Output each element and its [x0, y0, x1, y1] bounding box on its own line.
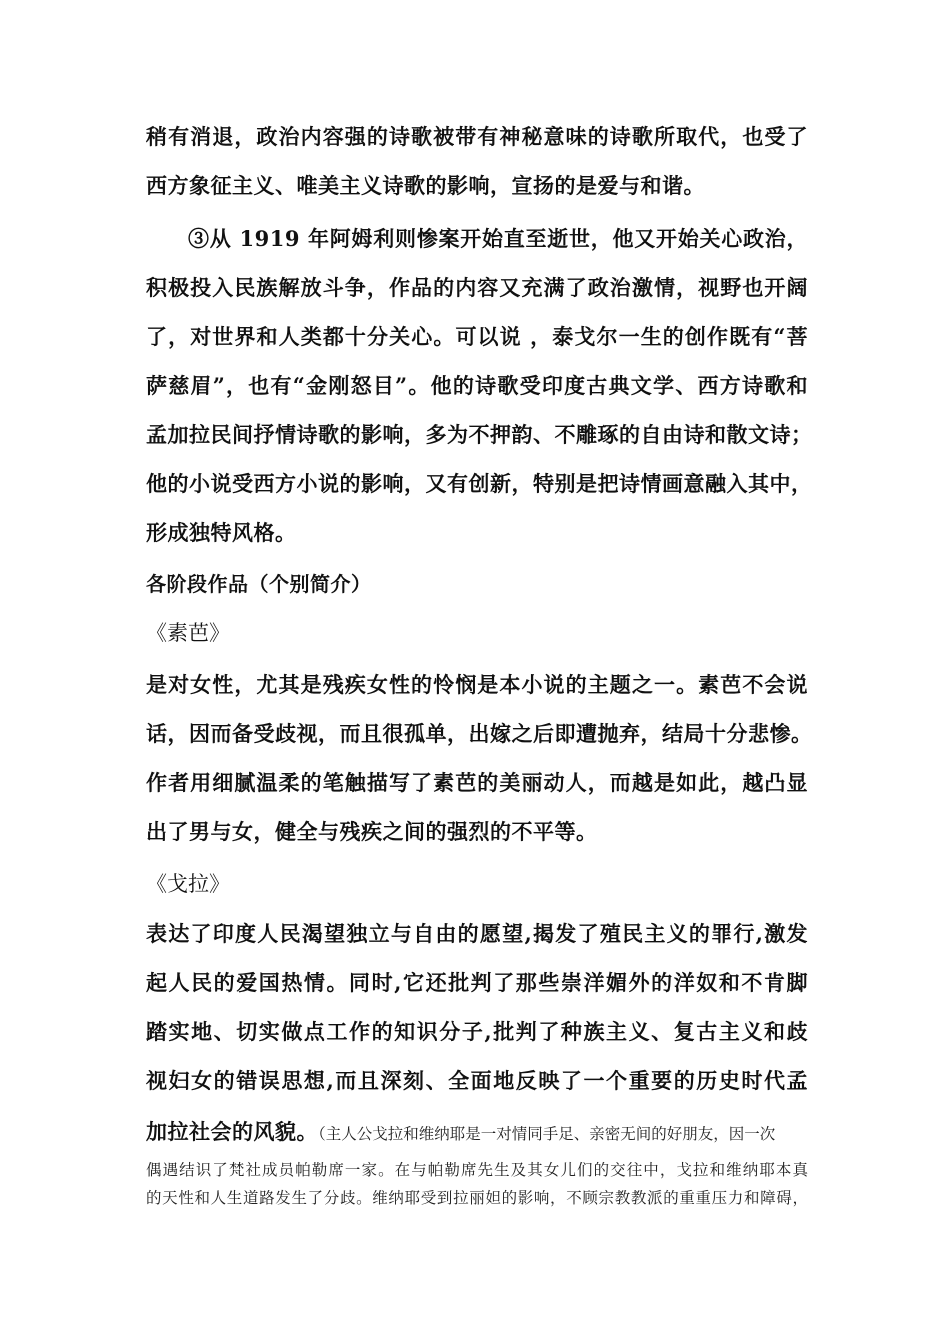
plot-note-line: 的天性和人生道路发生了分歧。维纳耶受到拉丽妲的影响，不顾宗教教派的重重压力和障碍， [146, 1189, 808, 1207]
paragraph-line: 他的小说受西方小说的影响，又有创新，特别是把诗情画意融入其中， [146, 471, 813, 496]
paragraph-line: ③从 1919 年阿姆利则惨案开始直至逝世，他又开始关心政治， [188, 226, 808, 251]
paragraph-line: 出了男与女，健全与残疾之间的强烈的不平等。 [146, 819, 598, 844]
paragraph-line: 孟加拉民间抒情诗歌的影响，多为不押韵、不雕琢的自由诗和散文诗； [146, 422, 813, 447]
work-title: 《素芭》 [146, 621, 230, 645]
plot-note-start: （主人公戈拉和维纳耶是一对情同手足、亲密无间的好朋友，因一次 [318, 1125, 776, 1143]
paragraph-line: 表达了印度人民渴望独立与自由的愿望,揭发了殖民主义的罪行,激发 [146, 921, 808, 946]
plot-note-line: 偶遇结识了梵社成员帕勒席一家。在与帕勒席先生及其女儿们的交往中，戈拉和维纳耶本真 [146, 1161, 808, 1179]
paragraph-line: 稍有消退，政治内容强的诗歌被带有神秘意味的诗歌所取代，也受了 [146, 124, 808, 149]
paragraph-line: 萨慈眉”，也有“金刚怒目”。他的诗歌受印度古典文学、西方诗歌和 [146, 373, 808, 398]
paragraph-line: 形成独特风格。 [146, 520, 297, 545]
paragraph-line: 了，对世界和人类都十分关心。可以说 ，泰戈尔一生的创作既有“菩 [146, 324, 808, 349]
paragraph-line [146, 1118, 808, 1148]
work-title: 《戈拉》 [146, 872, 230, 896]
paragraph-line: 起人民的爱国热情。同时,它还批判了那些崇洋媚外的洋奴和不肯脚 [146, 970, 808, 995]
paragraph-line: 视妇女的错误思想,而且深刻、全面地反映了一个重要的历史时代孟 [146, 1068, 808, 1093]
paragraph-line-text: 加拉社会的风貌。 [146, 1119, 318, 1144]
paragraph-line: 话，因而备受歧视，而且很孤单，出嫁之后即遭抛弃，结局十分悲惨。 [146, 721, 813, 746]
paragraph-line: 作者用细腻温柔的笔触描写了素芭的美丽动人，而越是如此，越凸显 [146, 770, 808, 795]
paragraph-line: 西方象征主义、唯美主义诗歌的影响，宣扬的是爱与和谐。 [146, 173, 705, 198]
paragraph-line: 积极投入民族解放斗争，作品的内容又充满了政治激情，视野也开阔 [146, 275, 808, 300]
paragraph-line: 踏实地、切实做点工作的知识分子,批判了种族主义、复古主义和歧 [146, 1019, 808, 1044]
section-heading: 各阶段作品（个别简介） [146, 572, 372, 596]
paragraph-line: 是对女性，尤其是残疾女性的怜悯是本小说的主题之一。素芭不会说 [146, 672, 808, 697]
